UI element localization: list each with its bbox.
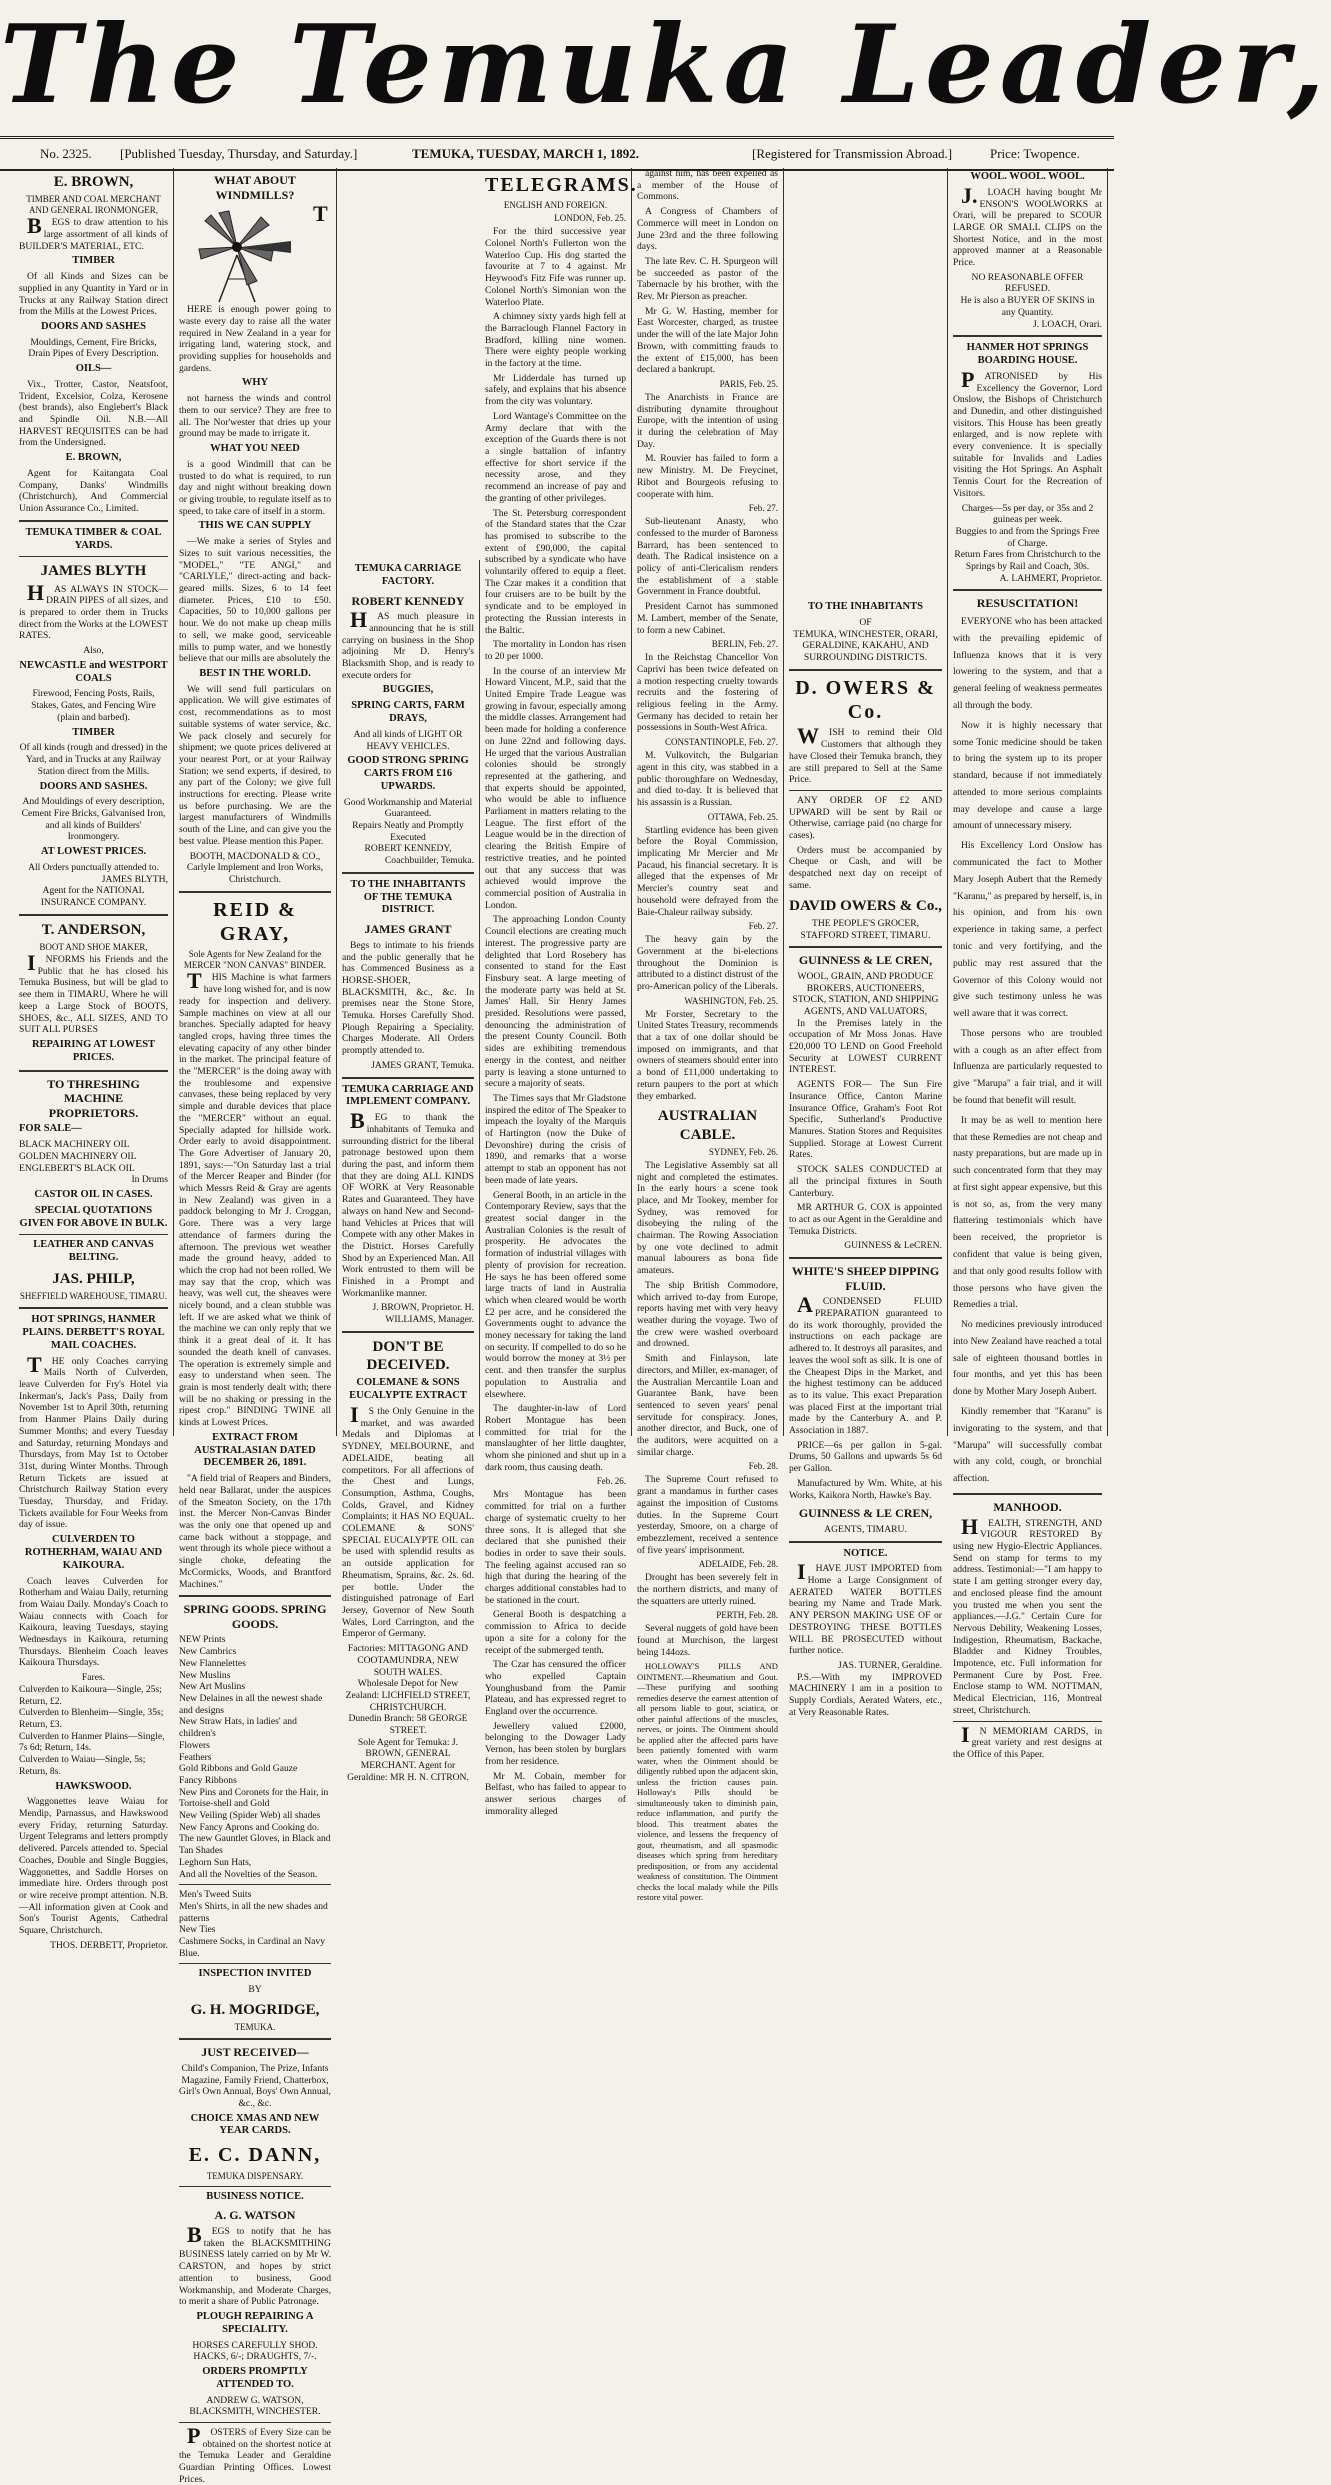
list-item: New Pins and Coronets for the Hair, in Tortoise-shell and Gold (179, 1786, 329, 1810)
guinness2-subtitle: AGENTS, TIMARU. (824, 1523, 907, 1535)
dateline-bar (0, 136, 1114, 171)
kennedy-role: Coachbuilder, Temuka. (384, 855, 474, 867)
list-item: New Ties (179, 1924, 216, 1936)
need-body: is a good Windmill that can be trusted to do what is required, to run day and night without breaking down or giving trouble, to regulate itself as to speed, to take care of itself in a storm. (179, 458, 331, 517)
telegram-paragraph: General Booth is despatching a commission to Africa to decide upon a site for a colony for the receipt of the submerged tenth. (485, 1609, 626, 1656)
memoriam-body: IN MEMORIAM CARDS, in great variety and rest designs at the Office of this Paper. (953, 1721, 1102, 1760)
list-item: NEW Prints (179, 1634, 226, 1646)
hanmer-buggies: Buggies to and from the Springs Free of Charge. (955, 525, 1100, 549)
guinness-subtitle: WOOL, GRAIN, AND PRODUCE BROKERS, AUCTIONEERS, STOCK, STATION, AND SHIPPING AGENTS, AND VALUATORS, (792, 970, 939, 1017)
telegram-paragraph: Mrs Montague has been committed for trial on a further charge of systematic cruelty to her three sons. It is alleged that she declared that she punished their bodies in order to save their souls. The feeling against accused ran so high that during the hearing of the charges additional constables had to be stationed in the court. (485, 1489, 626, 1606)
spring-list (179, 1634, 331, 1880)
guinness-heading: GUINNESS & LE CREN, (798, 953, 933, 968)
list-item: Gold Ribbons and Gold Gauze (179, 1763, 298, 1775)
dispatch-dateline: PERTH, Feb. 28. (716, 1610, 778, 1621)
telegram-paragraph: The daughter-in-law of Lord Robert Montague has been committed for trial for the manslaughter of her little daughter, whom she pinioned and shut up in a dark room, thus causing death. (485, 1403, 626, 1473)
list-item: New Fancy Aprons and Cooking do. (179, 1821, 320, 1833)
resuscitation-paragraph: No medicines previously introduced into New Zealand have reached a total sale of eighteen thousand bottles in four months, and yet this has been done by Mother Mary Joseph Aubert. (953, 1319, 1102, 1398)
philp-subtitle: SHEFFIELD WAREHOUSE, TIMARU. (19, 1291, 168, 1302)
telegram-paragraph: Mr G. W. Hasting, member for East Worcester, charged, as trustee under the will of the late Major John Brown, with committing frauds to the extent of £15,000, has been declared a bankrupt. (637, 305, 778, 376)
mogridge-place: TEMUKA. (234, 2022, 276, 2033)
resuscitation-heading: RESUSCITATION! (976, 596, 1079, 611)
received-body: Child's Companion, The Prize, Infants Magazine, Family Friend, Chatterbox, Girl's Own Annual, Boys' Own Annual, &c., &c. (179, 2062, 331, 2109)
xmas-cards: CHOICE XMAS AND NEW YEAR CARDS. (190, 2112, 320, 2137)
blyth-agent: Agent for the NATIONAL INSURANCE COMPANY. (40, 885, 147, 909)
timber-heading: TIMBER (72, 255, 115, 267)
telegram-paragraph: against him, has been expelled as a member of the House of Commons. (637, 168, 778, 203)
also-label: Also, (83, 645, 104, 657)
sheep-heading: WHITE'S SHEEP DIPPING FLUID. (791, 1264, 940, 1293)
telegram-paragraph: The mortality in London has risen to 20 per 1000. (485, 639, 626, 662)
telegram-paragraph: In the course of an interview Mr Howard Vincent, M.P., said that the United Empire Trade League was growing in favour, especially among the middle classes. Arrangement had been made for holding a conference on June 22nd and following days. He urged that the various Australian colonies should be strongly represented at the gathering, and that experts should be appointed, who would be able to influence Parliament in matters relating to the League. The first effort of the League would be in the direction of clearing the British Empire of restrictive treaties, and he pointed out that any success that was achieved would improve the commercial position of Australia in London. (485, 665, 626, 911)
hawkswood-body: Waggonettes leave Waiau for Mendip, Parnassus, and Hawkswood every Friday, returning Saturday. Urgent Telegrams and letters promptly delivered. Parcels attended to. Special Coaches, Double and Single Buggies, Waggonettes, and Saddle Horses on immediate hire. Orders through post or wire receive prompt attention. N.B.—All information given at Cook and Son's Tourist Agents, Cathedral Square, Christchurch. (19, 1796, 168, 1937)
notice-heading: NOTICE. (843, 1547, 888, 1559)
implement-heading: TEMUKA CARRIAGE AND IMPLEMENT COMPANY. (342, 1083, 474, 1108)
dann-heading: E. C. DANN, (188, 2144, 322, 2167)
reid-body: THIS Machine is what farmers have long wished for, and is now ready for inspection and delivery. Sample machines on view at all our branches. Specially adapted for heavy tangled crops, having three times the elevating capacity of any other binder in the market. The principal feature of the "MERCER" is the doing away with the troublesome and expensive canvases, these being replaced by very simple and durable devices that place the "MERCER" without an equal. Specially adapted for hillside work. Order early to avoid disappointment. The Gore Advertiser of January 20, 1891, says:—"On Saturday last a trial of the Mercer Reaper and Binder (for which Messrs Reid & Gray are agents in New Zealand) was given in a paddock belonging to Mr J. Croggan, Gore. There was a very large attendance of farmers during the afternoon. The previous wet weather made the ground heavy, added to which the crop had not been rolled. We may say that the crop, which was heavy, was well cut, the sheaves were nicely bound, and a clean stubble was left. If we are asked what we think of the machine we can only reply that we think it a great deal of it. It has sounded the death knell of canvases. The operation is extremely simple and easy to understand when seen. The grain is most tenderly dealt with; there will be no shaking or pressing in the ripest crop." BINDING TWINE all kinds at Lowest Prices. (179, 968, 331, 1429)
list-item: New Veiling (Spider Web) all shades (179, 1810, 321, 1822)
telegram-paragraph: The Anarchists in France are distributing dynamite throughout Europe, with the intention of using it during the celebration of May Day. (637, 391, 778, 450)
special-quotations: SPECIAL QUOTATIONS GIVEN FOR ABOVE IN BULK. (19, 1204, 168, 1229)
turner-body: IHAVE JUST IMPORTED from Home a Large Consignment of AERATED WATER BOTTLES bearing my Name and Trade Mark. ANY PERSON MAKING USE OF or DESTROYING THESE BOTTLES WILL BE PROSECUTED without further notice. (789, 1559, 942, 1657)
telegram-paragraph: The Czar has censured the officer who expelled Captain Younghusband from the Pamir Plateau, and has expressed regret to England over the occurrence. (485, 1659, 626, 1718)
threshing-heading: TO THRESHING MACHINE PROPRIETORS. (47, 1076, 140, 1120)
telegram-paragraph: The approaching London County Council elections are creating much interest. The progressive party are delighted that Lord Rosebery has consented to stand for the East Finsbury seat. A large meeting of the moderate party was held at St. James' Hall. Sir Henry James presided. Resolutions were passed, denouncing the administration of the present County Council. Both sides are exhibiting tremendous energy in the contest, and neither party is leaving a stone unturned to secure a majority of seats. (485, 914, 626, 1090)
telegram-paragraph: The late Rev. C. H. Spurgeon will be succeeded as pastor of the Tabernacle by his brother, with the Rev. Mr Pierson as preacher. (637, 255, 778, 303)
price: Price: Twopence. (990, 146, 1080, 161)
telegram-paragraph: Several nuggets of gold have been found at Murchison, the largest being 144ozs. (637, 1623, 778, 1658)
registration-note: [Registered for Transmission Abroad.] (752, 146, 953, 161)
timber2-heading: TIMBER (72, 726, 115, 738)
telegram-paragraph: Mr Forster, Secretary to the United States Treasury, recommends that a tax of one dollar should be imposed on immigrants, and that owners of steamers should enter into a bond of £11,000 undertaking to return paupers to the port at which they embarked. (637, 1008, 778, 1102)
column-2 (174, 168, 337, 2485)
guinness2-heading: GUINNESS & LE CREN, (798, 1506, 933, 1521)
light-line: And all kinds of LIGHT OR HEAVY VEHICLES. (353, 728, 463, 752)
list-item: Men's Shirts, in all the new shades and patterns (179, 1900, 328, 1924)
telegrams-heading: TELEGRAMS. (485, 174, 638, 196)
list-item: Leghorn Sun Hats, (179, 1856, 252, 1868)
timber-body: Of all Kinds and Sizes can be supplied in any Quantity in Yard or in Trucks at any Railway Station direct from the Mills at the Lowest Prices. (19, 271, 168, 318)
resuscitation-paragraph: Those persons who are troubled with a cough as an after effect from Influenza are particularly requested to give "Marupa" a fair trial, and it will be found that benefit will result. (953, 1027, 1102, 1106)
guinness-agents: AGENTS FOR— The Sun Fire Insurance Office, Canton Marine Insurance Office, Graham's Foot Rot Specific, Sutherland's Productive Manures. Station Stores and Requisites Supplied. Storage at Lowest Current Rates. (789, 1079, 942, 1161)
dispatch-dateline: Feb. 26. (596, 1476, 626, 1487)
owers-body: WISH to remind their Old Customers that although they have Closed their Temuka branch, they are still prepared to Sell at the Same Price. (789, 723, 942, 786)
telegram-paragraph: The St. Petersburg correspondent of the Standard states that the Czar has promised to subscribe to the extent of £90,000, the capital subscribed by a syndicate who have voluntarily offered to equip a fleet. The Czar makes it a condition that four cruisers are to be built by the syndicate and to be employed in protecting the Russian interests in the Baltic. (485, 507, 626, 636)
windmills-heading: WHAT ABOUT WINDMILLS? (214, 173, 296, 202)
brown-body: BEGS to draw attention to his large assortment of all kinds of BUILDER'S MATERIAL, ETC. (19, 213, 168, 252)
telegram-paragraph: The Legislative Assembly sat all night and completed the estimates. In the early hours a scene took place, and Mr Tookey, member for Sydney, was removed for disobeying the ruling of the chairman. The Rowing Association by one vote declined to admit manual labourers as bona fide amateurs. (637, 1159, 778, 1277)
booth-signature: BOOTH, MACDONALD & CO., (189, 850, 321, 862)
forsale-label: FOR SALE— (19, 1123, 82, 1135)
dispatch-dateline: SYDNEY, Feb. 26. (708, 1146, 778, 1157)
strong-carts-line: GOOD STRONG SPRING CARTS FROM £16 UPWARDS. (347, 755, 469, 792)
buyer-line: He is also a BUYER OF SKINS in any Quantity. (960, 295, 1095, 318)
resuscitation-paragraph: EVERYONE who has been attacked with the prevailing epidemic of Influenza knows that it is very lowering to the system, and that a general feeling of weakness permeates all through the body. (953, 616, 1102, 712)
dispatch-dateline: CONSTANTINOPLE, Feb. 27. (664, 737, 778, 748)
grant-district-heading: TO THE INHABITANTS OF THE TEMUKA DISTRICT. (350, 878, 466, 916)
brown2-body: Agent for Kaitangata Coal Company, Danks' Windmills (Christchurch), And Commercial Union Assurance Co., Limited. (19, 467, 168, 515)
dunedin-line: Dunedin Branch: 58 GEORGE STREET. (348, 1713, 468, 1737)
section-heading: AUSTRALIAN CABLE. (657, 1108, 758, 1143)
anderson-subtitle: BOOT AND SHOE MAKER, (39, 942, 148, 953)
plough-line: PLOUGH REPAIRING A SPECIALITY. (196, 2310, 314, 2335)
hotsprings-body: THE only Coaches carrying Mails North of Culverden, leave Culverden for Fry's Hotel via Inkerman's, Jack's Pass, Daily from November 1st to April 30th, returning from Hanmer Plains Daily during Summer Months; and every Tuesday and Saturday, returning Mondays and Thursdays, from May 1st to October 31st, during Winter Months. Through Return Tickets are issued at Christchurch Railway Station every Tuesday, Thursday, and Friday. Tickets available for Four Weeks from day of issue. (19, 1351, 168, 1531)
kennedy-heading: ROBERT KENNEDY (351, 593, 465, 608)
dispatch-dateline: PARIS, Feb. 25. (719, 378, 778, 389)
hotsprings-heading: HOT SPRINGS, HANMER PLAINS. DERBETT'S ROYAL MAIL COACHES. (22, 1314, 165, 1351)
fare-line: Culverden to Kaikoura—Single, 25s; Return, £2. (19, 1683, 162, 1707)
oils-heading: OILS— (75, 363, 112, 375)
factories-line: Factories: MITTAGONG AND COOTAMUNDRA, NEW SOUTH WALES. (347, 1643, 469, 1678)
why-body: not harness the winds and control them to our service? They are free to all. The Nor'wester that dries up your ground may be made to irrigate it. (179, 393, 331, 440)
sheep-price: PRICE—6s per gallon in 5-gal. Drums, 50 Gallons and upwards 5s 6d per Gallon. (789, 1439, 942, 1475)
oil-list (19, 1139, 168, 1186)
kennedy-factory-heading: TEMUKA CARRIAGE FACTORY. (354, 563, 462, 587)
grocer-address: STAFFORD STREET, TIMARU. (800, 929, 931, 941)
list-item: Fancy Ribbons (179, 1774, 237, 1786)
best-heading: BEST IN THE WORLD. (199, 667, 311, 679)
place-and-date: TEMUKA, TUESDAY, MARCH 1, 1892. (412, 146, 640, 161)
yards-heading: TEMUKA TIMBER & COAL YARDS. (25, 526, 162, 551)
best-body: We will send full particulars on application. We will give estimates of cost, recommendations as to most suitable systems of water service, &c. We pack closely and securely for shipment; we quote prices delivered at your nearest Port, or at your Railway Station; we send experts, if desired, to any part of the Colony; we give full instructions for erecting. Please write us before purchasing. We are the largest manufacturers of Windmills south of the Line, and can give you the best value. Please mention this Paper. (179, 683, 331, 847)
dispatch-dateline: ADELAIDE, Feb. 28. (698, 1559, 778, 1570)
issue-number: No. 2325. (40, 146, 92, 161)
firewood-body: Firewood, Fencing Posts, Rails, Stakes, Gates, and Fencing Wire (plain and barbed). (31, 688, 156, 723)
guinness-body: In the Premises lately in the occupation of Mr Moss Jonas. Have £20,000 TO LEND on Good Freehold Security at LOWEST CURRENT INTEREST. (789, 1017, 942, 1076)
supply-heading: THIS WE CAN SUPPLY (198, 520, 312, 532)
inhabitants-of: OF (859, 616, 872, 628)
masthead (0, 0, 1331, 130)
supply-body: —We make a series of Styles and Sizes to suit various necessities, the "MODEL," "TE ANGI," and "CARLYLE," direct-acting and back-geared mills. Sizes, 6 to 14 feet diameter. Prices, £10 to £50. Capacities, 50 to 10,000 gallons per hour. We do not make up cheap mills to sell, we make good, serviceable mills to pump water, and we honestly believe that our mills are absolutely the (179, 536, 331, 665)
list-item: And all the Novelties of the Season. (179, 1868, 318, 1880)
telegram-paragraph: M. Rouvier has failed to form a new Ministry. M. De Freycinet, Ribot and Bourgeois refusing to cooperate with him. (637, 453, 778, 500)
column-5-telegrams (632, 168, 784, 1903)
watson-heading: A. G. WATSON (214, 2208, 296, 2223)
publication-days: [Published Tuesday, Thursday, and Saturday.] (120, 146, 358, 161)
grocer-heading: DAVID OWERS & Co., (789, 897, 942, 914)
dispatch-dateline: Feb. 27. (748, 503, 778, 514)
derbett-signature: THOS. DERBETT, Proprietor. (50, 1939, 168, 1951)
telegram-paragraph: Mr M. Cobain, member for Belfast, who has failed to appear to answer serious charges of immorality alleged (485, 1770, 626, 1817)
guinness-stock: STOCK SALES CONDUCTED at all the principal fixtures in South Canterbury. (789, 1164, 942, 1199)
list-item: New Art Muslins (179, 1681, 246, 1693)
hanmer-heading: HANMER HOT SPRINGS BOARDING HOUSE. (966, 342, 1089, 367)
hanmer-charges: Charges—5s per day, or 35s and 2 guineas per week. (961, 502, 1094, 526)
repairing-line: REPAIRING AT LOWEST PRICES. (31, 1038, 156, 1063)
refused-line: NO REASONABLE OFFER REFUSED. (971, 271, 1084, 295)
telegram-paragraph: President Carnot has summoned M. Lambert, member of the Senate, to form a new Cabinet. (637, 601, 778, 636)
tweed-list (179, 1889, 331, 1959)
received-heading: JUST RECEIVED— (201, 2045, 309, 2060)
column-4-telegrams (480, 168, 638, 1817)
workmanship-line: Good Workmanship and Material Guaranteed. (343, 796, 473, 820)
telegram-paragraph: Mr Lidderdale has turned up safely, and explains that his absence from the city was voluntary. (485, 372, 626, 408)
colemane-heading: COLEMANE & SONS EUCALYPTE EXTRACT (349, 1377, 467, 1402)
blyth-heading: JAMES BLYTH (40, 563, 147, 580)
brown2-heading: E. BROWN, (65, 452, 122, 464)
guinness-signature: GUINNESS & LeCREN. (844, 1240, 942, 1252)
dispatch-dateline: WASHINGTON, Feb. 25. (684, 995, 778, 1006)
resuscitation-paragraph: His Excellency Lord Onslow has communicated the fact to Mother Mary Joseph Aubert that the Remedy "Karanu," as prepared by herself, is, in his opinion, and from his own experience in taking same, a perfect tonic and very fortifying, and the public may rest assured that the Governor of this Colony would not give such testimony unless he was well aware that it was correct. (953, 840, 1102, 1020)
dispatch-dateline: BERLIN, Feb. 27. (711, 639, 778, 650)
watson-place: BLACKSMITH, WINCHESTER. (189, 2406, 321, 2418)
column-3 (337, 560, 480, 1783)
doors2-body: And Mouldings of every description, Cement Fire Bricks, Galvanised Iron, and all kinds of Builders' Ironmongery. (21, 796, 166, 843)
column-1 (14, 168, 174, 1951)
resuscitation-body (953, 614, 1102, 1488)
fares-label: Fares. (81, 1672, 106, 1684)
telegram-paragraph: Sub-lieutenant Anasty, who confessed to the murder of Baroness Barrard, has been sentenced to death. The Radical insistence on a policy of anti-Clericalism renders the establishment of a stable Government in France doubtful. (637, 516, 778, 598)
watson-signature: ANDREW G. WATSON, (206, 2394, 304, 2406)
telegram-paragraph: A chimney sixty yards high fell at the Barraclough Flannel Factory in Bradford, killing nine women. There were eighty people working in the factory at the time. (485, 311, 626, 370)
telegram-list (485, 213, 626, 1817)
extract-body: "A field trial of Reapers and Binders, held near Ballarat, under the auspices of the Smeaton Society, on the 17th inst. the Mercer Non-Canvas Binder was the only one that opened up and came back without a stoppage, and went through its whole piece without a single choke, defeating the McCormicks, Woods, and Brantford Machines." (179, 1473, 331, 1590)
list-item: Cashmere Socks, in Cardinal an Navy Blue. (179, 1936, 326, 1959)
spring-heading: SPRING GOODS. SPRING GOODS. (183, 1602, 327, 1631)
list-item: New Muslins (179, 1669, 231, 1681)
brown-heading: E. BROWN, (53, 174, 134, 190)
lowest-prices: AT LOWEST PRICES. (40, 846, 147, 858)
wool-heading: WOOL. WOOL. WOOL. (970, 171, 1085, 182)
brown-subtitle: TIMBER AND COAL MERCHANT AND GENERAL IRONMONGER, (26, 194, 161, 216)
grant-signature: JAMES GRANT, Temuka. (371, 1059, 474, 1071)
list-item: New Flannelettes (179, 1657, 246, 1669)
orders-heading: ORDERS PROMPTLY ATTENDED TO. (202, 2365, 308, 2390)
doors2-heading: DOORS AND SASHES. (39, 780, 148, 792)
windmills-body: THERE is enough power going to waste every day to raise all the water required in New Zealand in a year for irrigating land, watering stock, and providing supplies for households and gardens. (179, 201, 331, 374)
reid-gray-heading: REID & GRAY, (213, 898, 297, 946)
dann-subtitle: TEMUKA DISPENSARY. (206, 2170, 304, 2181)
by-label: BY (248, 1984, 262, 1996)
cash-body: Orders must be accompanied by Cheque or Cash, and will be despatched next day on receipt of same. (789, 844, 942, 891)
implement-signature: J. BROWN, Proprietor. H. WILLIAMS, Manager. (372, 1302, 474, 1326)
business-notice-heading: BUSINESS NOTICE. (206, 2190, 304, 2202)
blyth-signature: JAMES BLYTH, (101, 873, 168, 885)
horses-line: HORSES CAREFULLY SHOD. HACKS, 6/-; DRAUGHTS, 7/-. (192, 2339, 318, 2363)
telegram-paragraph: Lord Wantage's Committee on the Army declare that with the exception of the Guards there is not a single battalion of infantry effective for short service if the necessity arose, and they recommend an increase of pay and the granting of other privileges. (485, 410, 626, 504)
need-heading: WHAT YOU NEED (210, 443, 300, 455)
telegram-paragraph: In the Reichstag Chancellor Von Caprivi has been twice defeated on a motion respecting cruelty towards recruits and the fostering of religious feeling in the Army. Germany has decided to retain her possessions in South-West Africa. (637, 652, 778, 734)
grocer-subtitle: THE PEOPLE'S GROCER, (811, 917, 919, 929)
inhabitants-heading: TO THE INHABITANTS (808, 601, 923, 612)
lahmert-signature: A. LAHMERT, Proprietor. (999, 572, 1102, 584)
implement-body: BEG to thank the inhabitants of Temuka and surrounding district for the liberal patronage bestowed upon them during the past, and inform them that they are doing ALL KINDS OF WORK at Very Reasonable Rates and Guaranteed. They have always on hand New and Second-hand Vehicles at Prices that will Compete with any other Makes in the District. Horses Carefully Shod by an Experienced Man. All Work entrusted to them will be Finished in a Prompt and Workmanlike manner. (342, 1108, 474, 1299)
leather-belting: LEATHER AND CANVAS BELTING. (33, 1239, 154, 1264)
kennedy-body: HAS much pleasure in announcing that he is still carrying on business in the Shop adjoining Mr D. Henry's Blacksmith Shop, and is ready to execute orders for (342, 607, 474, 681)
posters-body: POSTERS of Every Size can be obtained on the shortest notice at the Temuka Leader and Geraldine Guardian Printing Offices. Lowest Prices. (179, 2422, 331, 2485)
orders-note: All Orders punctually attended to. (28, 861, 159, 873)
telegram-paragraph: The Times says that Mr Gladstone inspired the editor of The Speaker to impeach the loyalty of the Marquis of Hartington (now the Duke of Devonshire) during the crisis of 1890, and remarks that a worse attempt to stab an opponent has not been made of late years. (485, 1092, 626, 1186)
dispatch-dateline: Feb. 28. (748, 1461, 778, 1472)
doors-heading: DOORS AND SASHES (40, 320, 147, 332)
dispatch-dateline: Feb. 27. (748, 921, 778, 932)
booth-address: Carlyle Implement and Iron Works, Christchurch. (186, 862, 324, 885)
fare-line: Culverden to Blenheim—Single, 35s; Return, £3. (19, 1707, 164, 1730)
doors-body: Mouldings, Cement, Fire Bricks, Drain Pipes of Every Description. (28, 336, 159, 360)
column-6 (784, 168, 948, 1718)
column-7 (948, 168, 1108, 1760)
manhood-heading: MANHOOD. (993, 1499, 1062, 1514)
blyth-body: HAS ALWAYS IN STOCK— DRAIN PIPES of all sizes, and is prepared to order them in Trucks direct from the Works at the LOWEST RATES. (19, 579, 168, 642)
telegram-paragraph: A Congress of Chambers of Commerce will meet in London on June 23rd and the three following days. (637, 206, 778, 253)
telegram-paragraph: For the third successive year Colonel North's Fullerton won the Waterloo Cup. His dog started the favourite at 7 to 4 against. Mr Heywood's Fitz Fife was runner up. Colonel North's Simonian won the Waterloo Plate. (485, 226, 626, 308)
deceived-heading: DON'T BE DECEIVED. (366, 1338, 450, 1374)
list-item: New Delaines in all the newest shade and designs (179, 1693, 323, 1716)
turner-ps: P.S.—With my IMPROVED MACHINERY I am in a position to Supply Cordials, Aerated Waters, etc., at Very Reasonable Rates. (789, 1671, 942, 1718)
turner-signature: JAS. TURNER, Geraldine. (837, 1659, 942, 1671)
telegram-paragraph: Jewellery valued £2000, belonging to the Dowager Lady Vernon, has been stolen by burglars from her residence. (485, 1720, 626, 1767)
grant-body: Begs to intimate to his friends and the public generally that he has Commenced Business as a HORSE-SHOER, BLACKSMITH, &c., &c. In premises near the Stone Store, Temuka. Horses Carefully Shod. Plough Repairing a Speciality. Charges Moderate. All Orders promptly attended to. (342, 939, 474, 1057)
owers-heading: D. OWERS & Co. (795, 676, 936, 723)
windmill-illustration (179, 207, 299, 302)
telegram-paragraph: Startling evidence has been given before the Royal Commission, implicating Mr Mercier and Mr Pacaud, his financial secretary. It is alleged that the expenses of Mr Mercier's country seat and household were defrayed from the Baie-Chaleur railway subsidy. (637, 824, 778, 918)
colemane-body: IS the Only Genuine in the market, and was awarded Medals and Diplomas at SYDNEY, MELBOURNE, and ADELAIDE, beating all competitors. For all affections of the Chest and Lungs, Consumption, Asthma, Coughs, Colds, Gravel, and Kidney Complaints; it HAS NO EQUAL. COLEMANE & SONS' SPECIAL EUCALYPTE OIL can be used with splendid results as an outside application for Rheumatism, Sprains, &c. 2s. 6d. per bottle. Under the distinguished patronage of Earl Jersey, Governor of New South Wales, Lord Carrington, and the Emperor of Germany. (342, 1402, 474, 1640)
depot-line: Wholesale Depot for New Zealand: LICHFIELD STREET, CHRISTCHURCH. (345, 1678, 471, 1713)
dispatch-dateline: LONDON, Feb. 25. (554, 213, 626, 224)
fare-line: Culverden to Waiau—Single, 5s; Return, 8s. (19, 1754, 146, 1777)
telegram-paragraph: Drought has been severely felt in the northern districts, and many of the squatters are utterly ruined. (637, 1572, 778, 1607)
timber2-body: Of all kinds (rough and dressed) in the Yard, and in Trucks at any Railway Station direct from the Mills. (19, 742, 168, 777)
telegram-paragraph: The Supreme Court refused to grant a mandamus in further cases against the imposition of Customs duties. In the Supreme Court yesterday, Smoore, on a charge of embezzlement, received a sentence of five years' imprisonment. (637, 1474, 778, 1556)
anderson-heading: T. ANDERSON, (41, 921, 146, 938)
telegram-paragraph: The heavy gain by the Government at the bi-elections throughout the Dominion is attributed to a distinct distrust of the pro-American policy of the Liberals. (637, 934, 778, 992)
manhood-body: HEALTH, STRENGTH, AND VIGOUR RESTORED By using new Hygio-Electric Appliances. Send on stamp for terms to my address. Testimonial:—"I am happy to state I am getting stronger every day, and enclosed please find the amount you trusted me when you sent the appliances.—J.G." Certain Cure for Nervous Debility, Weakening Losses, Indigestion, Rheumatism, Backache, Bladder and Kidney Troubles, Impotence, etc. Full information for Permanent Cure by Post. Free. Enclose stamp to WM. NOTTMAN, Medical Electrician, 116, Montreal street, Christchurch. (953, 1513, 1102, 1716)
extract-heading: EXTRACT FROM AUSTRALASIAN DATED DECEMBER 26, 1891. (194, 1431, 316, 1469)
newspaper-title: The Temuka Leader, (0, 2, 1331, 128)
list-item: New Cambrics (179, 1646, 237, 1658)
resuscitation-paragraph: It may be as well to mention here that these Remedies are not cheap and nasty preparations, but are made up in such concentrated form that they may at first sight appear expensive, but this is not so, as, from the very many flattering testimonials which have been received, the proprietor is confident that value is being given, and that only good results follow with those persons who have given the Remedies a trial. (953, 1114, 1102, 1311)
guinness-cox: MR ARTHUR G. COX is appointed to act as our Agent in the Geraldine and Temuka Districts. (789, 1202, 942, 1237)
castor-line: CASTOR OIL IN CASES. (34, 1188, 153, 1200)
loach-body: J.LOACH having bought Mr ENSON'S WOOLWORKS at Orari, will be prepared to SCOUR LARGE OR SMALL CLIPS on the Shortest Notice, and in the most approved manner at a Reasonable Price. (953, 182, 1102, 269)
list-item: New Straw Hats, in ladies' and children's (179, 1716, 297, 1740)
hanmer-body: PATRONISED by His Excellency the Governor, Lord Onslow, the Bishops of Christchurch and Dunedin, and other distinguished visitors. This House has been greatly enlarged, and is now replete with every convenience. It is specially suitable for Invalids and Ladies visiting the Hot Springs. An Asphalt Tennis Court for the Recreation of Visitors. (953, 366, 1102, 499)
repairs-line: Repairs Neatly and Promptly Executed (352, 820, 464, 843)
telegrams-subheading: ENGLISH AND FOREIGN. (503, 200, 608, 211)
newcastle-coals: NEWCASTLE and WESTPORT COALS (19, 659, 168, 684)
grant-heading: JAMES GRANT (364, 922, 452, 937)
philp-heading: JAS. PHILP, (52, 1270, 135, 1287)
hawkswood-heading: HAWKSWOOD. (55, 1780, 132, 1792)
telegram-list-continued (637, 168, 778, 1903)
oil-item: ENGLEBERT'S BLACK OIL (19, 1162, 135, 1174)
dispatch-dateline: OTTAWA, Feb. 25. (707, 811, 778, 822)
telegram-paragraph: The ship British Commodore, which arrived to-day from Europe, reports having met with very heavy weather during the voyage. Two of the crew were washed overboard and drowned. (637, 1279, 778, 1350)
kennedy-signature: ROBERT KENNEDY, (364, 843, 452, 855)
anderson-body: INFORMS his Friends and the Public that he has closed his Temuka Business, but will be glad to see them in TIMARU, Where he will keep a Large Stock of BOOTS, SHOES, &c., ALL SIZES, AND TO SUIT ALL PURSES (19, 949, 168, 1036)
loach-signature: J. LOACH, Orari. (1032, 318, 1102, 330)
resuscitation-paragraph: Now it is highly necessary that some Tonic medicine should be taken to bring the system up to its proper standard, because if not immediately attended to more serious complaints may develope and cause a large amount of unnecessary misery. (953, 719, 1102, 832)
list-item: Men's Tweed Suits (179, 1889, 252, 1901)
oil-item: GOLDEN MACHINERY OIL (19, 1150, 137, 1162)
fare-line: Culverden to Hanmer Plains—Single, 7s 6d; Return, 14s. (19, 1730, 165, 1754)
buggies-line: BUGGIES, (382, 684, 434, 696)
inspection-line: INSPECTION INVITED (198, 1968, 312, 1980)
agent-line: Sole Agent for Temuka: J. BROWN, GENERAL MERCHANT. Agent for Geraldine: MR H. N. CITRON. (347, 1736, 469, 1783)
oil-item: BLACK MACHINERY OIL (19, 1139, 130, 1151)
sheep-maker: Manufactured by Wm. White, at his Works, Kaikora North, Hawke's Bay. (789, 1477, 942, 1501)
list-item: Flowers (179, 1739, 210, 1751)
inhabitants-places: TEMUKA, WINCHESTER, ORARI, GERALDINE, KAKAHU, AND SURROUNDING DISTRICTS. (793, 628, 938, 663)
oils-body: Vix., Trotter, Castor, Neatsfoot, Trident, Excelsior, Colza, Kerosene (best brands), also Englebert's Black and Spindle Oil. N.B.—All HARVEST REQUISITES can be had from the Undersigned. (19, 378, 168, 449)
hanmer-return: Return Fares from Christchurch to the Springs by Rail and Coach, 30s. (954, 549, 1101, 573)
culverden-body: Coach leaves Culverden for Rotherham and Waiau Daily, returning from Waiau Daily. Monday's Coach to Waiau connects with Coach for Kaikoura, leaving Tuesdays, staying Wednesdays in Kaikoura, returning Thursdays. Blenheim Coach leaves Kaikoura Thursdays. (19, 1575, 168, 1669)
order-body: ANY ORDER OF £2 AND UPWARD will be sent by Rail or Otherwise, carriage paid (no charge for cases). (789, 794, 942, 842)
telegram-paragraph: General Booth, in an article in the Contemporary Review, says that the greatest social danger in the Australian Colonies is the result of prosperity. He advocates the formation of industrial villages with plenty of provision for recreation. He says he has been offered some large tracts of land in Australia which when cleared would be worth £2 per acre, and he considered the Governments ought to advance the money necessary for taking the land on security. If compelled to do so he would borrow the money at 3½ per cent. and then transfer the surplus population to Australia and elsewhere. (485, 1189, 626, 1400)
watson-body: BEGS to notify that he has taken the BLACKSMITHING BUSINESS lately carried on by Mr W. CARSTON, and hopes by strict attention to business, Good Workmanship, and Moderate Charges, to merit a share of Public Patronage. (179, 2222, 331, 2308)
telegram-paragraph: M. Vulkovitch, the Bulgarian agent in this city, was stabbed in a public thoroughfare on Wednesday, and died to-day. It is believed that his assassin is a Russian. (637, 750, 778, 808)
sheep-body: ACONDENSED FLUID PREPARATION guaranteed to do its work thoroughly, provided the instructions on each package are adhered to. It destroys all parasites, and leaves the wool soft as silk. It is one of the Cheapest Dips in the Market, and the highest testimony can be adduced as to its value. This exact Preparation was placed First at the important trial made by the Canterbury A. and P. Association in 1887. (789, 1292, 942, 1437)
telegram-paragraph: HOLLOWAY'S PILLS AND OINTMENT.—Rheumatism and Gout.—These purifying and soothing remedies deserve the earnest attention of all persons liable to gout, sciatica, or other painful affections of the muscles, nerves, or joints. The Ointment should be applied after the affected parts have been patiently fomented with warm water, when the Ointment should be diligently rubbed upon the adjacent skin, unless the friction causes pain. Holloway's Pills should be simultaneously taken to diminish pain, reduce inflammation, and purify the blood. This treatment abates the violence, and lessens the frequency of gout, rheumatism, and all spasmodic diseases which spring from hereditary predisposition, or from any accidental weakness of constitution. The Ointment checks the local malady while the Pills restore vital power. (637, 1661, 778, 1903)
culverden-heading: CULVERDEN TO ROTHERHAM, WAIAU AND KAIKOURA. (24, 1534, 163, 1571)
mogridge-heading: G. H. MOGRIDGE, (190, 2001, 320, 2018)
reid-subtitle: Sole Agents for New Zealand for the MERCER "NON CANVAS" BINDER. (183, 949, 327, 971)
carts-line: SPRING CARTS, FARM DRAYS, (351, 700, 465, 725)
resuscitation-paragraph: Kindly remember that "Karanu" is invigorating to the system, and that "Marupa" will successfully combat with any cold, cough, or bronchial affection. (953, 1406, 1102, 1485)
telegram-paragraph: Smith and Finlayson, late directors, and Miller, ex-manager, of the Australian Mercantile Loan and Guarantee Bank, have been sentenced to seven years' penal servitude for conspiracy. Jones, another director, and Buck, one of the auditors, were acquitted on a similar charge. (637, 1353, 778, 1458)
list-item: Feathers (179, 1751, 212, 1763)
in-drums-label: In Drums (131, 1174, 168, 1186)
list-item: The new Gauntlet Gloves, in Black and Tan Shades (179, 1833, 331, 1857)
why-heading: WHY (241, 377, 269, 389)
